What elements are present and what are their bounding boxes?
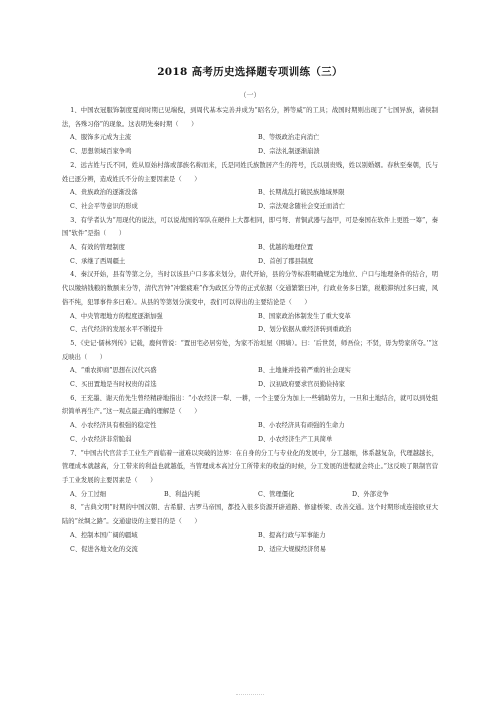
answer-option: C、古代经济的发展水平不断提升 — [70, 326, 163, 334]
answer-option: B、土地兼并投着严重的社会现实 — [258, 367, 351, 375]
answer-option: A、分工过细 — [70, 490, 107, 498]
answer-option: D、适应大规模经济贸易 — [258, 545, 327, 553]
question-list — [62, 104, 438, 556]
answer-option: C、买田置地是当时权贵的首选 — [70, 381, 157, 389]
answer-option: B、长期战乱打破民族地域界限 — [258, 189, 345, 197]
question-stem: 6、王充墨、谢天佑先生曾经精辟地指出：“小农经济一犁、一耕，一个主要分为加上一些辅助劳力，一旦和土地结合，就可以到处组织简单再生产。”这一观点最正确的理解是（ ） — [62, 394, 438, 416]
answer-option: C、小农经济非常脆弱 — [70, 435, 132, 443]
question-5 — [62, 337, 438, 392]
answer-option: D、宗法礼制逐渐崩溃 — [258, 148, 320, 156]
answer-option: D、首创了郡县制度 — [258, 257, 314, 265]
answer-option: A、服饰多元成为主流 — [70, 134, 132, 142]
question-7 — [62, 447, 438, 502]
question-stem: 5、《史记·儒林列传》记载，鹿何曾说：“置田宅必居穷处，为家不治垣屋（围墙）。曰：‘后世贤，师吾俭；不贤，毋为势家所夺。’”这反映出（ ） — [62, 339, 438, 361]
answer-option: D、划分依据从重经济转到重政治 — [258, 326, 352, 334]
answer-option: A、小农经济具有极强的稳定性 — [70, 422, 157, 430]
question-stem: 1、中国农冠服饰制度夏商时期已见端倪，到周代基本完善并成为“昭名分，辨等威”的工具；战国时期则出现了“七国异族，诸侯制法，各殊习俗”的现象。这表明先秦时期（ ） — [62, 107, 438, 128]
answer-options — [62, 186, 438, 213]
answer-option: B、等级政治走向消亡 — [258, 134, 320, 142]
answer-option: A、有效的管理制度 — [70, 244, 125, 252]
question-stem: 7、“中国古代官营手工业生产面临着一道难以突破的边界：在自身的分工与专业化的发展中，分工越细，体系越复杂，代理越越长，管理成本就越高，分工带来的利益也就越低，当管理成本高过分工所带来的收益的时候，分工发展的进程就会终止。”这反映了限制官营手工业发展的主要因素是（ ） — [62, 449, 438, 484]
answer-option: A、“重农抑商”思想在汉代兴盛 — [70, 367, 157, 375]
answer-option: C、思想领域百家争鸣 — [70, 148, 132, 156]
answer-option: D、汉初政府要求官员勤俭持家 — [258, 381, 345, 389]
question-6 — [62, 392, 438, 447]
answer-option: D、宗法观念随社会变迁而消亡 — [258, 202, 345, 210]
question-8 — [62, 501, 438, 556]
answer-options — [62, 488, 438, 502]
question-1 — [62, 104, 438, 159]
question-3 — [62, 214, 438, 269]
answer-options — [62, 419, 438, 446]
answer-option: B、提高行政与军事能力 — [258, 531, 326, 539]
answer-option: C、促进各地文化的交流 — [70, 545, 138, 553]
answer-option: C、社会平等意识的形成 — [70, 202, 138, 210]
section-heading: （一） — [239, 91, 261, 99]
answer-option: A、中央管理地方的程度逐渐加强 — [70, 312, 163, 320]
page-title: 2018 高考历史选择题专项训练（三） — [157, 66, 343, 78]
question-2 — [62, 159, 438, 214]
question-stem: 8、“古典文明”时期的中国汉朝、古希腊、古罗马帝国，都投入很多资源开辟道路、修建桥梁、改善交通。这个时期形成连接欧亚大陆的“丝绸之路”。交通建设的主要目的是（ ） — [62, 504, 438, 526]
answer-option: B、利益内耗 — [164, 490, 201, 498]
answer-option: C、承继了西周疆土 — [70, 257, 126, 265]
answer-option: A、控制本国广阔的疆域 — [70, 531, 138, 539]
answer-options — [62, 529, 438, 556]
question-4 — [62, 268, 438, 337]
question-stem: 2、远古姓与氏不同，姓从原始村落或部族名称而来，氏是同姓氏族散居产生的符号，氏以别贵贱，姓以别婚姻。春秋至秦朝，氏与姓已逐分辨，造成姓氏不分的主要因素是（ ） — [62, 161, 438, 183]
answer-options — [62, 241, 438, 268]
answer-options — [62, 364, 438, 391]
answer-option: D、小农经济生产工具简单 — [258, 435, 333, 443]
answer-option: A、贵族政治的逐渐没落 — [70, 189, 138, 197]
answer-options — [62, 131, 438, 158]
question-stem: 4、秦汉开始，县有等第之分，当时以该县户口多寡来划分，唐代开始，县的分等标准明确规定为地位、户口与地理条件的结合，明代以缴纳钱粮的数额来分等，清代宫钟“冲繁疲难”作为政区分等的正式依据（交通繁繁曰冲，行政业务多曰繁，税粮滞纳过多曰疲，风俗不纯，犯罪事件多曰难）。从县的等第划分演变中，我们可以得出的主要结论是（ ） — [62, 271, 438, 306]
scan-artifact — [236, 694, 264, 697]
answer-option: B、国家政治体制发生了重大变革 — [258, 312, 351, 320]
answer-option: B、小农经济具有顽强的生命力 — [258, 422, 345, 430]
answer-option: D、外部竞争 — [352, 490, 389, 498]
answer-option: C、管理僵化 — [258, 490, 295, 498]
answer-options — [62, 310, 438, 337]
answer-option: B、优越的地理位置 — [258, 244, 314, 252]
question-stem: 3、有学者认为“用现代的说法，可以说战国的军队在硬件上大都相同，即弓弩、青铜武器与盔甲，可是秦国在软件上更胜一筹”，秦国“软件”是指（ ） — [62, 216, 438, 238]
